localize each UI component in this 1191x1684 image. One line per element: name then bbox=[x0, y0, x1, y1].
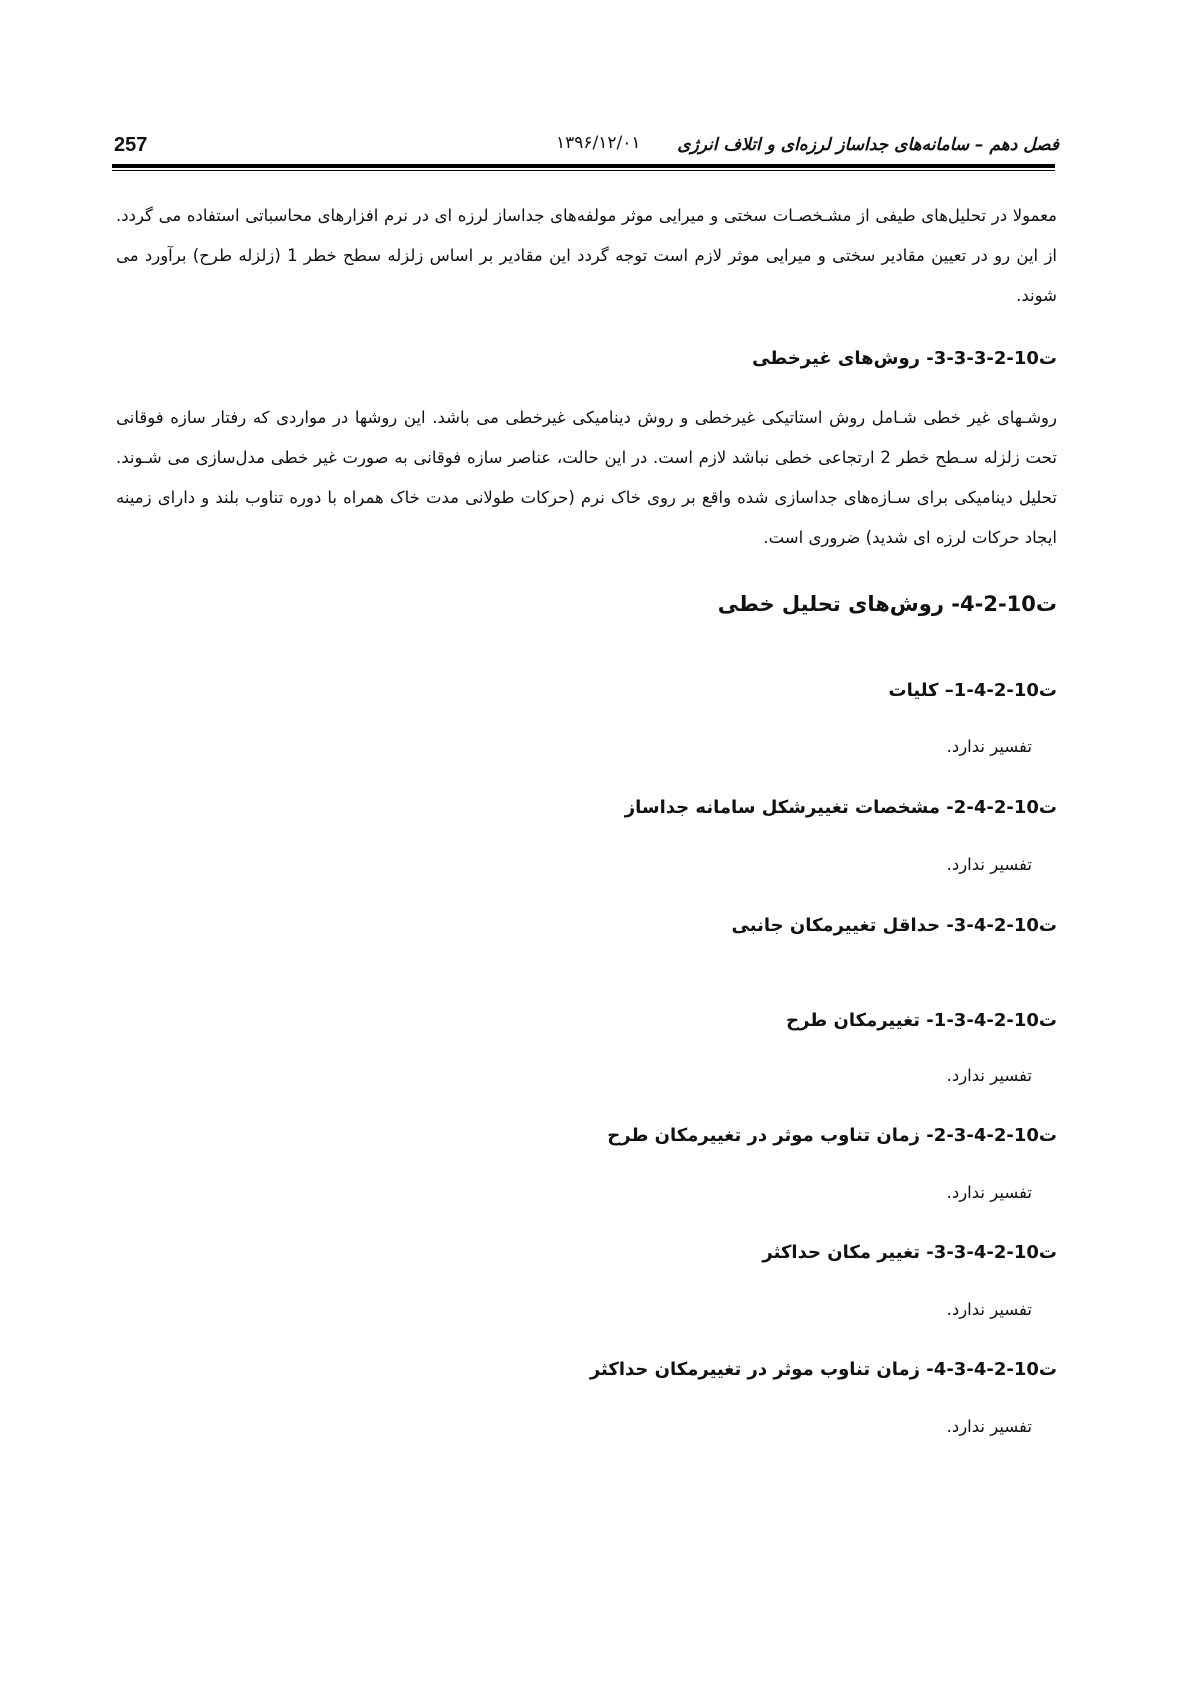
page-number: 257 bbox=[114, 134, 148, 156]
period-design-heading: ت10-2-4-3-2- زمان تناوب موثر در تغییرمکان طرح bbox=[607, 1125, 1057, 1146]
general-heading: ت10-2-4-1– کلیات bbox=[888, 680, 1057, 701]
period-max-heading: ت10-2-4-3-4- زمان تناوب موثر در تغییرمکان حداکثر bbox=[589, 1359, 1057, 1380]
chapter-title: فصل دهم – سامانه‌های جداساز لرزه‌ای و اتلاف انرژی bbox=[677, 135, 1059, 155]
section-linear-heading: ت10-2-4- روش‌های تحلیل خطی bbox=[717, 592, 1057, 616]
max-displacement-heading: ت10-2-4-3-3- تغییر مکان حداکثر bbox=[762, 1242, 1057, 1263]
period-max-note: تفسیر ندارد. bbox=[946, 1417, 1032, 1436]
header-date: ۱۳۹۶/۱۲/۰۱ bbox=[556, 133, 641, 153]
design-displacement-heading: ت10-2-4-3-1- تغییرمکان طرح bbox=[786, 1010, 1057, 1031]
general-note: تفسیر ندارد. bbox=[946, 737, 1032, 756]
period-design-note: تفسیر ندارد. bbox=[946, 1183, 1032, 1202]
section-nonlinear-paragraph: روشـهای غیر خطی شـامل روش استاتیکی غیرخطی و روش دینامیکی غیرخطی می باشد. این روشها در مواردی که رفتار سازه فوقانی تحت زلزله سـطح خطر 2 ارتجاعی خطی نباشد لازم است. در این حالت، عناصر سازه فوقانی به صورت غیر خطی مدل‌سازی می شـوند. تحلیل دینامیکی برای سـازه‌های جداسازی شده واقع بر روی خاک نرم (حرکات طولانی مدت خاک همراه با دوره تناوب بلند و دارای زمینه ایجاد حرکات لرزه ای شدید) ضروری است. bbox=[116, 408, 1057, 547]
intro-paragraph: معمولا در تحلیل‌های طیفی از مشـخصـات سختی و میرایی موثر مولفه‌های جداساز لرزه ای در نرم افزارهای محاسباتی استفاده می گردد. از این رو در تعیین مقادیر سختی و میرایی موثر لازم است توجه گردد این مقادیر بر اساس زلزله سطح خطر 1 (زلزله طرح) برآورد می شوند. bbox=[116, 206, 1057, 305]
header-rule-thick bbox=[112, 164, 1055, 168]
min-displacement-heading: ت10-2-4-3- حداقل تغییرمکان جانبی bbox=[731, 915, 1057, 936]
header-rule-thin bbox=[112, 170, 1055, 171]
section-nonlinear-heading: ت10-2-3-3-3- روش‌های غیرخطی bbox=[752, 348, 1057, 369]
deformation-heading: ت10-2-4-2- مشخصات تغییرشکل سامانه جداساز bbox=[624, 797, 1057, 818]
design-displacement-note: تفسیر ندارد. bbox=[946, 1066, 1032, 1085]
deformation-note: تفسیر ندارد. bbox=[946, 855, 1032, 874]
max-displacement-note: تفسیر ندارد. bbox=[946, 1300, 1032, 1319]
